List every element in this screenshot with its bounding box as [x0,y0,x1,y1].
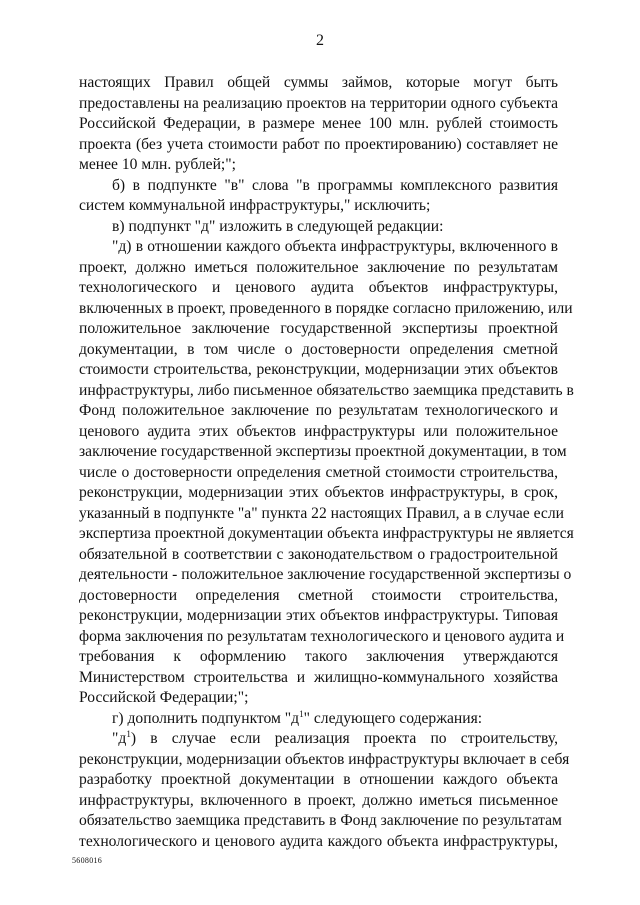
text-line: Министерством строительства и жилищно-коммунального хозяйства [79,668,558,686]
text-line: Фонд положительное заключение по результатам технологического и [79,402,558,419]
text-line: "д) в отношении каждого объекта инфраструктуры, включенного в [112,238,558,255]
text-line: реконструкции, модернизации этих объектов инфраструктуры. Типовая [79,607,558,624]
text-line: систем коммунальной инфраструктуры," исключить; [79,197,431,214]
text-line: форма заключения по результатам технологического и ценового аудита и [79,627,565,645]
paragraph-block [79,73,574,709]
text-line: инфраструктуры, либо письменное обязательство заемщика представить в [79,381,574,399]
text-line: деятельности - положительное заключение государственной экспертизы о [79,566,572,583]
text-line: заключение государственной экспертизы проектной документации, в том [79,443,567,460]
line-text: " следующего содержания: [303,709,483,727]
text-line: достоверности определения сметной стоимости строительства, [79,586,558,604]
text-line: в) подпункт "д" изложить в следующей редакции: [112,217,444,235]
text-line: разработку проектной документации в отношении каждого объекта [79,771,558,788]
text-line: положительное заключение государственной экспертизы проектной [79,320,558,337]
text-line: указанный в подпункте "а" пункта 22 настоящих Правил, а в случае если [79,504,564,522]
line-text: г) дополнить подпунктом "д [112,709,300,727]
text-line: реконструкции, модернизации объектов инфраструктуры включает в себя [79,750,570,768]
text-line: проекта (без учета стоимости работ по проектированию) составляет не [79,135,558,153]
page-number: 2 [316,32,324,49]
document-code: 5608016 [72,856,103,865]
line-text: ) в случае если реализация проекта по строительству, [130,730,558,747]
line-text: "д [112,730,127,747]
text-line [79,709,558,730]
text-line: требования к оформлению такого заключения утверждаются [79,648,558,665]
text-line: ценового аудита этих объектов инфраструктуры или положительное [79,422,558,440]
text-line: б) в подпункте "в" слова "в программы комплексного развития [112,176,558,194]
text-line: обязательной в соответствии с законодательством о градостроительной [79,545,558,563]
text-line: технологического и ценового аудита объектов инфраструктуры, [79,279,558,296]
paragraph-block [79,750,570,853]
text-line: Российской Федерации, в размере менее 100 млн. рублей стоимость [79,115,558,132]
text-line: включенных в проект, проведенного в порядке согласно приложению, или [79,299,573,317]
text-line: документации, в том числе о достоверности определения сметной [79,340,558,358]
text-line: экспертиза проектной документации объекта инфраструктуры не является [79,525,574,542]
text-line: настоящих Правил общей суммы займов, которые могут быть [79,74,558,91]
text-line: реконструкции, модернизации этих объектов инфраструктуры, в срок, [79,484,558,501]
text-line: стоимости строительства, реконструкции, модернизации этих объектов [79,361,558,378]
text-line: менее 10 млн. рублей;"; [79,156,236,173]
text-line: предоставлены на реализацию проектов на территории одного субъекта [79,94,558,112]
text-line: технологического и ценового аудита каждого объекта инфраструктуры, [79,832,558,850]
text-line: инфраструктуры, включенного в проект, должно иметься письменное [79,791,558,809]
superscript: 1 [299,708,304,719]
text-line: числе о достоверности определения сметной стоимости строительства, [79,463,558,481]
superscript: 1 [126,729,131,739]
text-line: обязательство заемщика представить в Фонд заключение по результатам [79,812,562,829]
text-line: Российской Федерации;"; [79,689,249,706]
document-body [79,73,574,852]
text-line [79,729,558,750]
text-line: проект, должно иметься положительное заключение по результатам [79,258,558,276]
